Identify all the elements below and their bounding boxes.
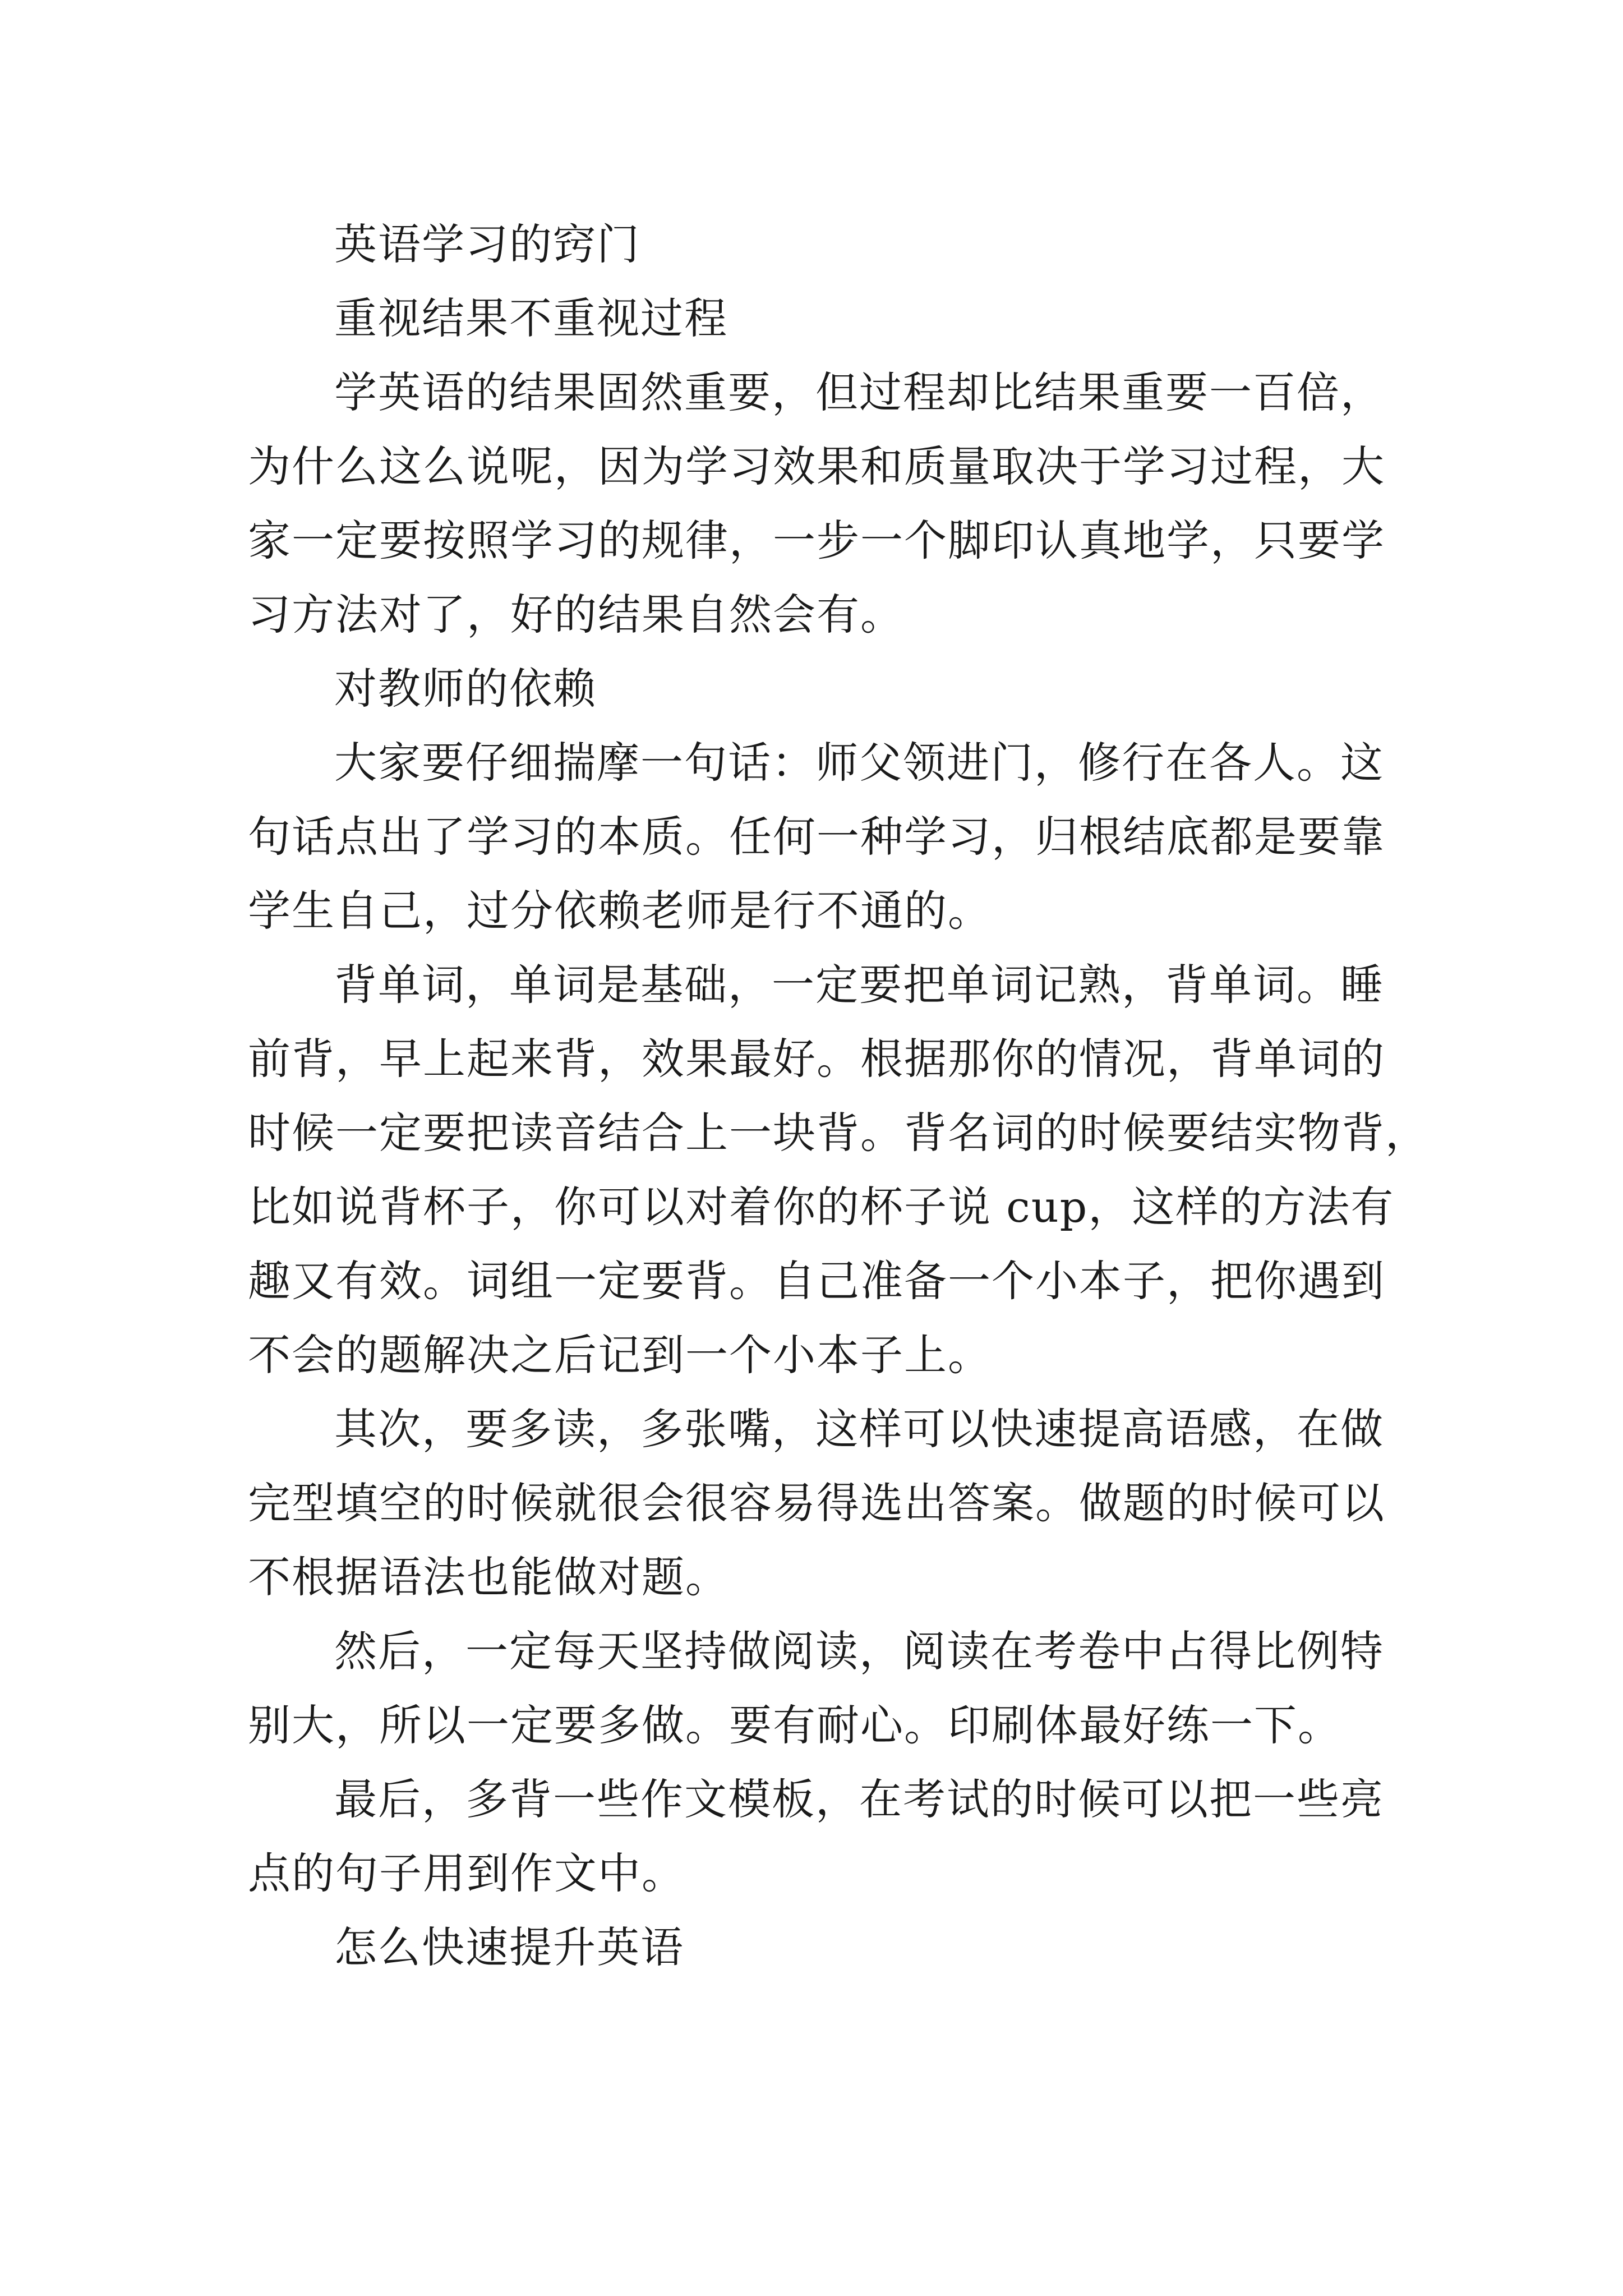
paragraph-line: 大家要仔细揣摩一句话：师父领进门，修行在各人。这: [334, 738, 1384, 788]
paragraph: [248, 948, 1429, 1392]
paragraph-line: 学生自己，过分依赖老师是行不通的。: [248, 886, 992, 936]
paragraph-line: 最后，多背一些作文模板，在考试的时候可以把一些亮: [334, 1774, 1384, 1824]
paragraph-line: 习方法对了，好的结果自然会有。: [248, 590, 904, 639]
paragraph-line: 别大，所以一定要多做。要有耐心。印刷体最好练一下。: [248, 1700, 1341, 1750]
paragraph-line: 家一定要按照学习的规律，一步一个脚印认真地学，只要学: [248, 516, 1385, 565]
heading-text: 英语学习的窍门: [334, 219, 640, 269]
paragraph-line: 然后，一定每天坚持做阅读，阅读在考卷中占得比例特: [334, 1626, 1384, 1676]
paragraph: [248, 1763, 1392, 1911]
paragraph-line: 句话点出了学习的本质。任何一种学习，归根结底都是要靠: [248, 812, 1385, 862]
paragraph-line: 点的句子用到作文中。: [248, 1848, 685, 1898]
paragraph-line: 其次，要多读，多张嘴，这样可以快速提高语感，在做: [334, 1404, 1384, 1454]
paragraph-line: 不会的题解决之后记到一个小本子上。: [248, 1330, 992, 1380]
section-heading: [248, 208, 1392, 282]
paragraph-line: 时候一定要把读音结合上一块背。背名词的时候要结实物背，: [248, 1108, 1429, 1158]
paragraph-line: 前背，早上起来背，效果最好。根据那你的情况，背单词的: [248, 1034, 1385, 1084]
document-body: [248, 208, 1429, 1985]
heading-text: 对教师的依赖: [334, 664, 597, 714]
paragraph: [248, 356, 1392, 652]
paragraph: [248, 1392, 1392, 1614]
section-heading: [248, 652, 1392, 726]
paragraph-line: 学英语的结果固然重要，但过程却比结果重要一百倍，: [334, 367, 1384, 417]
paragraph-line: 比如说背杯子，你可以对着你的杯子说 cup，这样的方法有: [248, 1182, 1395, 1232]
paragraph-line: 趣又有效。词组一定要背。自己准备一个小本子，把你遇到: [248, 1256, 1385, 1306]
paragraph-line: 不根据语法也能做对题。: [248, 1552, 729, 1602]
heading-text: 重视结果不重视过程: [334, 293, 728, 343]
paragraph-line: 为什么这么说呢，因为学习效果和质量取决于学习过程，大: [248, 441, 1385, 491]
section-heading: [248, 1911, 1392, 1985]
heading-text: 怎么快速提升英语: [334, 1922, 684, 1972]
paragraph: [248, 1614, 1392, 1763]
paragraph-line: 完型填空的时候就很会很容易得选出答案。做题的时候可以: [248, 1478, 1385, 1528]
paragraph-line: 背单词，单词是基础，一定要把单词记熟，背单词。睡: [334, 960, 1384, 1010]
section-heading: [248, 282, 1392, 356]
paragraph: [248, 726, 1392, 948]
